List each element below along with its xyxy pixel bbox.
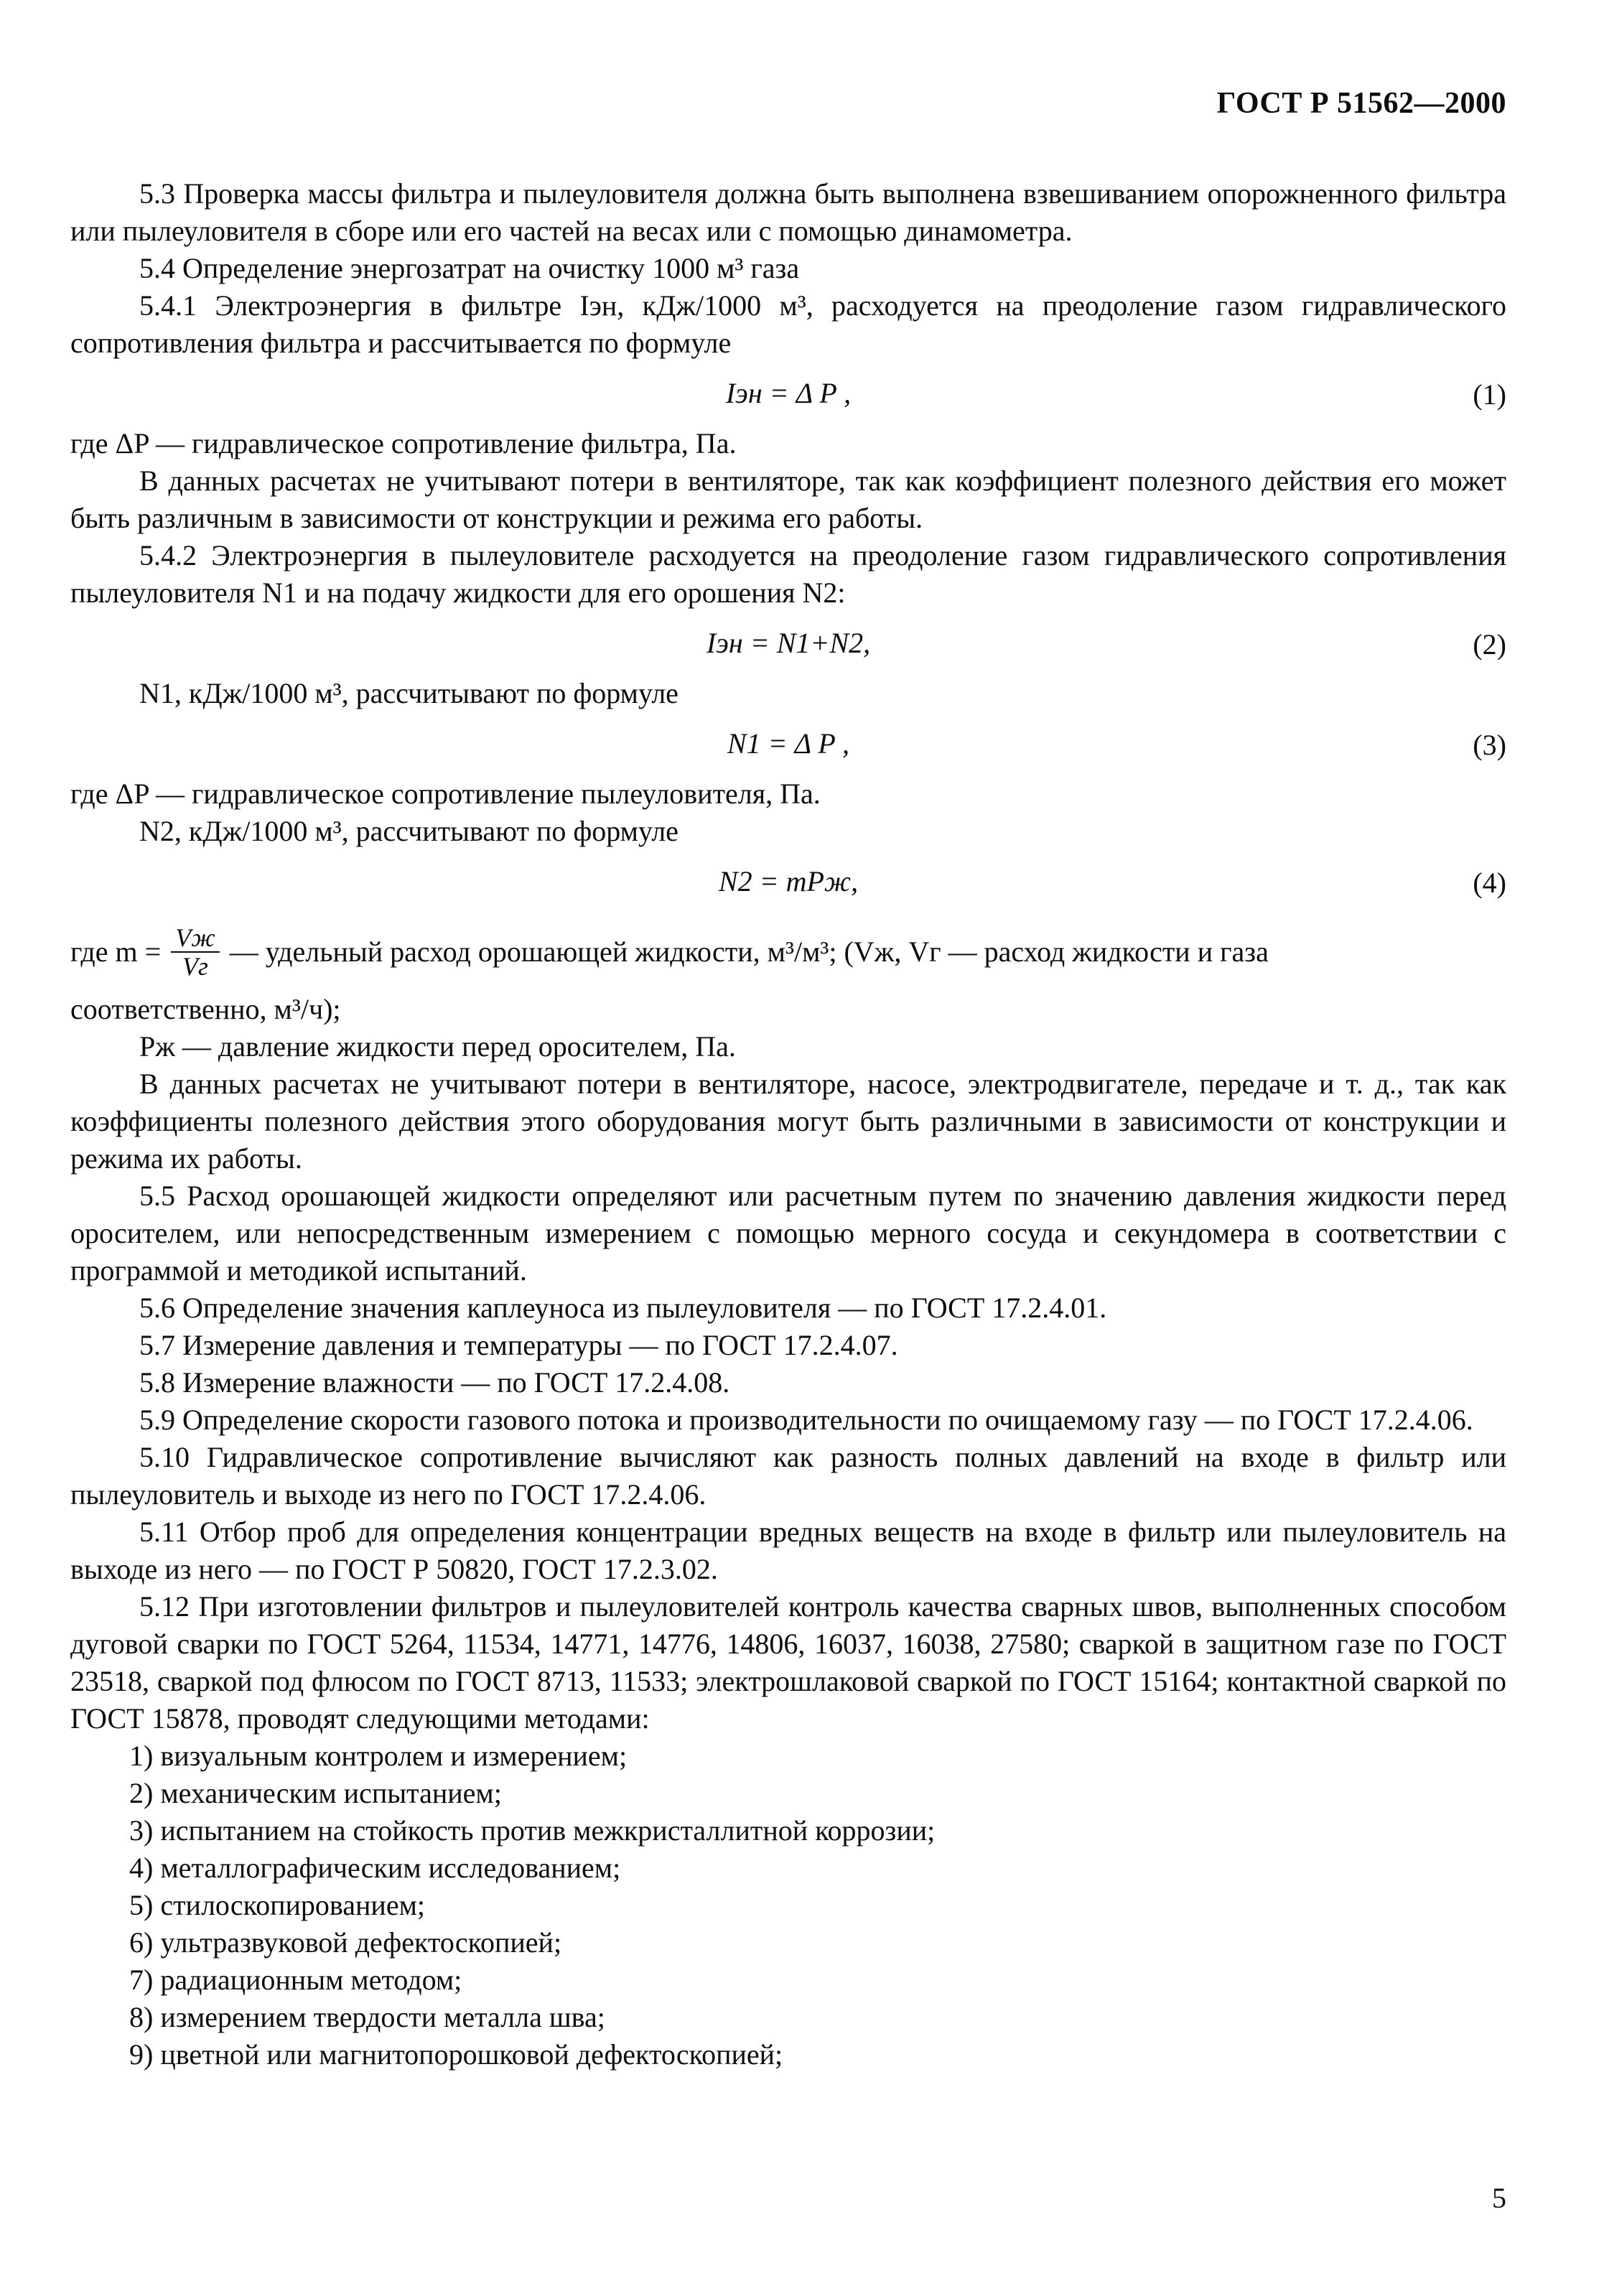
note-1: В данных расчетах не учитывают потери в вентиляторе, так как коэффициент полезного действия его может быть различным в зависимости от конструкции и режима его работы. [70, 465, 1506, 534]
list-item: 4) металлографическим исследованием; [129, 1852, 621, 1884]
formula-1-expression: Iэн = Δ P , [725, 377, 852, 409]
paragraph-5-6: 5.6 Определение значения каплеуноса из пылеуловителя — по ГОСТ 17.2.4.01. [139, 1292, 1107, 1324]
paragraph-5-3: 5.3 Проверка массы фильтра и пылеуловителя должна быть выполнена взвешиванием опорожненного фильтра или пылеуловителя в сборе или его частей на весах или с помощью динамометра. [70, 177, 1506, 247]
paragraph-5-7: 5.7 Измерение давления и температуры — по ГОСТ 17.2.4.07. [139, 1329, 898, 1361]
paragraph-5-4-1: 5.4.1 Электроэнергия в фильтре Iэн, кДж/1000 м³, расходуется на преодоление газом гидравлического сопротивления фильтра и рассчитывается по формуле [70, 289, 1506, 359]
where-3: где ΔP — гидравлическое сопротивление пылеуловителя, Па. [70, 778, 821, 810]
formula-4-expression: N2 = mPж, [718, 865, 859, 897]
page-number: 5 [1492, 2182, 1506, 2214]
fraction-denominator: Vг [182, 952, 208, 981]
formula-2-expression: Iэн = N1+N2, [706, 627, 871, 659]
paragraph-5-4-2: 5.4.2 Электроэнергия в пылеуловителе расходуется на преодоление газом гидравлического сопротивления пылеуловителя N1 и на подачу жидкости для его орошения N2: [70, 539, 1506, 609]
list-item: 7) радиационным методом; [129, 1964, 462, 1996]
list-item: 3) испытанием на стойкость против межкристаллитной коррозии; [129, 1814, 936, 1847]
where-4-prefix: где m = [70, 935, 162, 968]
document-body [70, 175, 1506, 2073]
fraction-m [171, 924, 219, 980]
where-4-suffix: — удельный расход орошающей жидкости, м³/м³; (Vж, Vг — расход жидкости и газа [229, 935, 1269, 968]
where-1: где ΔP — гидравлическое сопротивление фильтра, Па. [70, 427, 737, 459]
paragraph-5-11: 5.11 Отбор проб для определения концентрации вредных веществ на входе в фильтр или пылеуловитель на выходе из него — по ГОСТ Р 50820, ГОСТ 17.2.3.02. [70, 1516, 1506, 1585]
list-item: 1) визуальным контролем и измерением; [129, 1740, 628, 1772]
formula-4 [70, 850, 1506, 913]
methods-list [70, 1737, 1506, 2073]
note-2: В данных расчетах не учитывают потери в вентиляторе, насосе, электродвигателе, передаче и т. д., так как коэффициенты полезного действия этого оборудования могут быть различными в зависимости от конструкции и режима их работы. [70, 1068, 1506, 1175]
where-4-continuation: соответственно, м³/ч); [70, 993, 341, 1025]
where-4 [70, 913, 1506, 991]
paragraph-5-5: 5.5 Расход орошающей жидкости определяют или расчетным путем по значению давления жидкости перед оросителем, или непосредственным измерением с помощью мерного сосуда и секундомера в соответствии с программой и методикой испытаний. [70, 1180, 1506, 1287]
paragraph-5-9: 5.9 Определение скорости газового потока и производительности по очищаемому газу — по ГОСТ 17.2.4.06. [139, 1404, 1473, 1436]
paragraph-5-12: 5.12 При изготовлении фильтров и пылеуловителей контроль качества сварных швов, выполненных способом дуговой сварки по ГОСТ 5264, 11534, 14771, 14776, 14806, 16037, 16038, 27580; сваркой в защитном газе по ГОСТ 23518, сваркой под флюсом по ГОСТ 8713, 11533; электрошлаковой сваркой по ГОСТ 15164; контактной сваркой по ГОСТ 15878, проводят следующими методами: [70, 1590, 1506, 1735]
list-item: 8) измерением твердости металла шва; [129, 2001, 605, 2033]
formula-2-number: (2) [1473, 628, 1506, 661]
n2-intro: N2, кДж/1000 м³, рассчитывают по формуле [139, 815, 679, 847]
paragraph-5-8: 5.8 Измерение влажности — по ГОСТ 17.2.4.08. [139, 1366, 730, 1399]
fraction-numerator: Vж [171, 924, 219, 953]
formula-2 [70, 612, 1506, 675]
list-item: 5) стилоскопированием; [129, 1889, 425, 1921]
paragraph-5-4: 5.4 Определение энергозатрат на очистку 1000 м³ газа [139, 252, 800, 284]
formula-1 [70, 362, 1506, 425]
document-header: ГОСТ Р 51562—2000 [1216, 87, 1506, 120]
n1-intro: N1, кДж/1000 м³, рассчитывают по формуле [139, 677, 679, 709]
list-item: 6) ультразвуковой дефектоскопией; [129, 1926, 562, 1959]
formula-3 [70, 712, 1506, 775]
formula-3-expression: N1 = Δ P , [727, 727, 850, 760]
formula-3-number: (3) [1473, 729, 1506, 761]
list-item: 9) цветной или магнитопорошковой дефектоскопией; [129, 2038, 783, 2071]
pressure-definition: Pж — давление жидкости перед оросителем, Па. [139, 1030, 736, 1063]
formula-4-number: (4) [1473, 867, 1506, 899]
list-item: 2) механическим испытанием; [129, 1777, 502, 1809]
formula-1-number: (1) [1473, 378, 1506, 411]
paragraph-5-10: 5.10 Гидравлическое сопротивление вычисляют как разность полных давлений на входе в фильтр или пылеуловитель и выходе из него по ГОСТ 17.2.4.06. [70, 1441, 1506, 1511]
